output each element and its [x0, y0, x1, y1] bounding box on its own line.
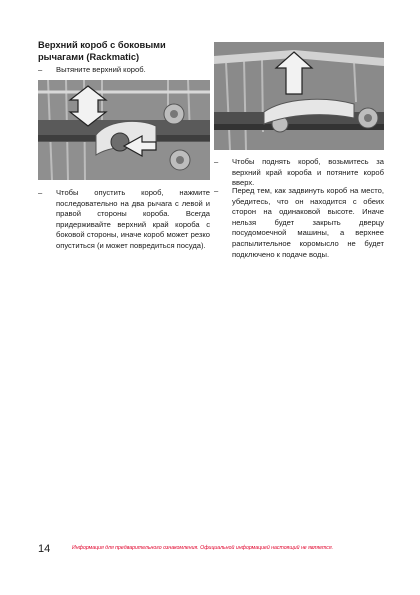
lower-instruction — [38, 188, 210, 252]
rack-lower-illustration — [38, 80, 210, 180]
heading-line-2: рычагами (Rackmatic) — [38, 51, 140, 62]
bullet-dash: – — [214, 157, 219, 166]
footer-disclaimer: Информация для предварительного ознакомления. Официальной информацией настоящий не является. — [72, 545, 334, 551]
bullet-text: Перед тем, как задвинуть короб на место, убедитесь, что он находится с обеих сторон на одинаковой высоте. Иначе нельзя будет закрыть дверцу посудомоечной машины, а верхнее распылительное коромысло не будет подключено к подаче воды. — [232, 186, 384, 259]
bullet-raise-rack — [214, 157, 384, 189]
heading-line-1: Верхний короб с боковыми — [38, 40, 166, 50]
page-number: 14 — [38, 543, 51, 555]
raise-instruction — [214, 157, 384, 189]
bullet-dash: – — [214, 186, 219, 195]
bullet-text: Вытяните верхний короб. — [56, 65, 146, 74]
rack-raise-illustration — [214, 42, 384, 150]
insert-instruction — [214, 186, 384, 260]
bullet-pull-out — [38, 65, 210, 76]
bullet-text: Чтобы опустить короб, нажмите последовательно на два рычага с левой и правой стороны короба. Всегда придерживайте верхний край короба с боковой стороны, иначе короб может резко опуститься (и может повредиться посуда). — [56, 188, 210, 250]
bullet-dash: – — [38, 65, 43, 74]
bullet-insert-rack — [214, 186, 384, 260]
bullet-text: Чтобы поднять короб, возьмитесь за верхний край короба и потяните короб вверх. — [232, 157, 384, 188]
section-heading — [38, 40, 210, 63]
bullet-dash: – — [38, 188, 43, 197]
left-column — [38, 40, 210, 76]
bullet-lower-rack — [38, 188, 210, 252]
